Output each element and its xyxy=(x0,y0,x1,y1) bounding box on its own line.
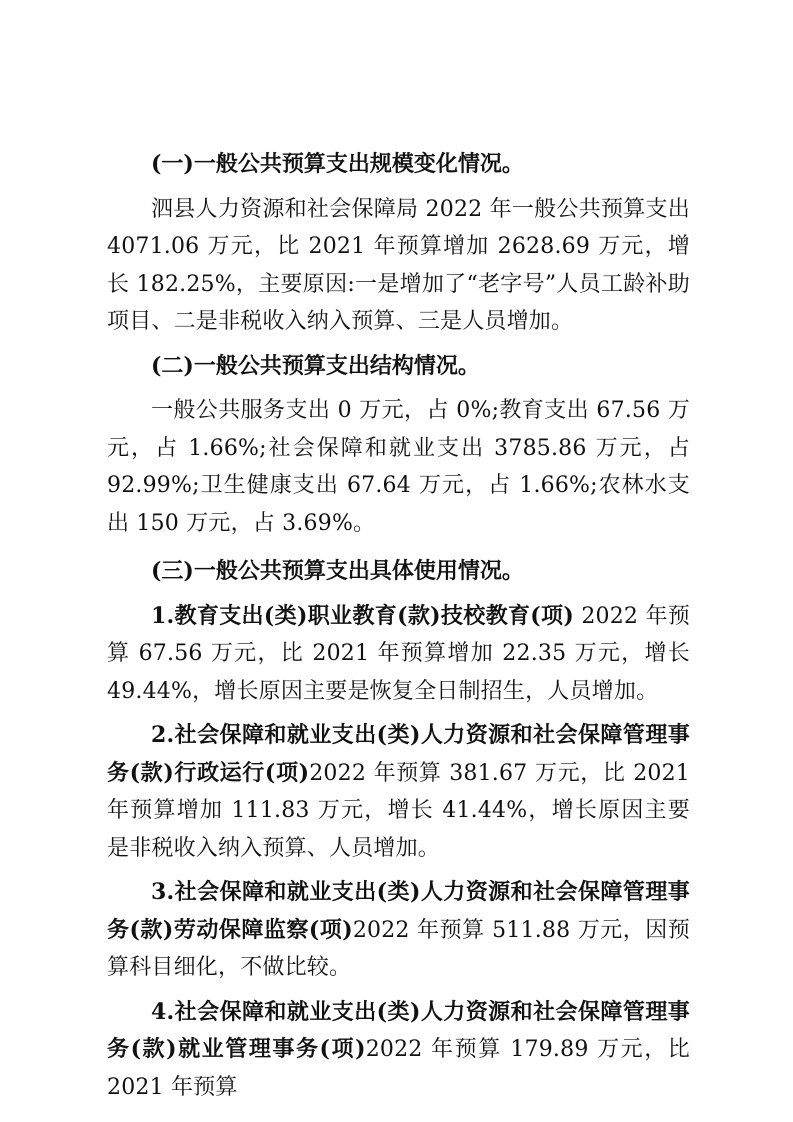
item-lead-2: 2.社会保障和就业支出(类)人力资源和社会保障管理事务(款)行政运行(项) xyxy=(107,722,690,786)
item-paragraph-4 xyxy=(107,994,690,1107)
item-paragraph-1 xyxy=(107,598,690,711)
section-heading-3: (三)一般公共预算支出具体使用情况。 xyxy=(151,558,524,584)
section-heading-1: (一)一般公共预算支出规模变化情况。 xyxy=(151,151,524,177)
item-lead-3: 3.社会保障和就业支出(类)人力资源和社会保障管理事务(款)劳动保障监察(项) xyxy=(107,879,690,943)
item-text-3: 2022 年预算 511.88 万元，因预算科目细化，不做比较。 xyxy=(107,917,690,980)
section-paragraph-2: 一般公共服务支出 0 万元，占 0%;教育支出 67.56 万元，占 1.66%;社会保障和就业支出 3785.86 万元，占 92.99%;卫生健康支出 67.64 万元，占 1.66%;农林水支出 150 万元，占 3.69%。 xyxy=(107,398,690,536)
item-text-1: 2022 年预算 67.56 万元，比 2021 年预算增加 22.35 万元，增长 49.44%，增长原因主要是恢复全日制招生，人员增加。 xyxy=(107,603,690,704)
item-paragraph-2 xyxy=(107,717,690,867)
section-paragraph-1: 泗县人力资源和社会保障局 2022 年一般公共预算支出 4071.06 万元，比 2021 年预算增加 2628.69 万元，增长 182.25%，主要原因:一是增加了“老字号”人员工龄补助项目、二是非税收入纳入预算、三是人员增加。 xyxy=(107,196,690,334)
item-lead-4: 4.社会保障和就业支出(类)人力资源和社会保障管理事务(款)就业管理事务(项) xyxy=(107,998,690,1062)
item-text-2: 2022 年预算 381.67 万元，比 2021 年预算增加 111.83 万元，增长 41.44%，增长原因主要是非税收入纳入预算、人员增加。 xyxy=(107,760,690,861)
document-page xyxy=(107,146,690,1106)
item-lead-1: 1.教育支出(类)职业教育(款)技校教育(项) xyxy=(151,602,574,629)
item-paragraph-3 xyxy=(107,874,690,987)
section-heading-2: (二)一般公共预算支出结构情况。 xyxy=(151,352,480,379)
item-text-4: 2022 年预算 179.89 万元，比 2021 年预算 xyxy=(107,1037,690,1100)
